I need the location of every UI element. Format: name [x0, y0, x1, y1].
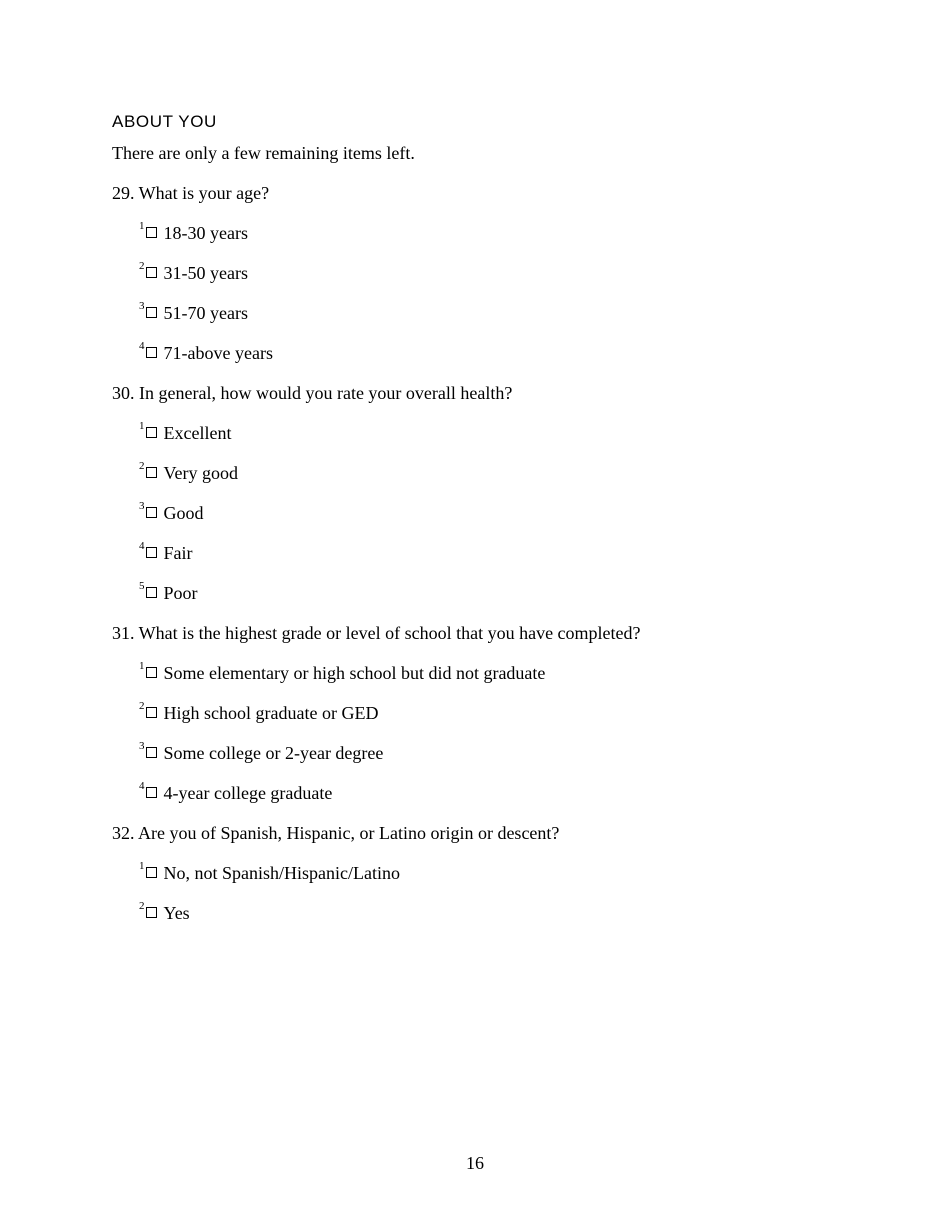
checkbox[interactable]: [146, 347, 157, 358]
checkbox[interactable]: [146, 907, 157, 918]
option-code: 3: [139, 300, 145, 312]
answer-option[interactable]: [112, 222, 872, 262]
option-label: 71-above years: [163, 343, 273, 363]
option-label: No, not Spanish/Hispanic/Latino: [163, 863, 400, 883]
option-label: Poor: [163, 583, 198, 603]
question-list: [112, 182, 872, 942]
section-heading: ABOUT YOU: [112, 112, 217, 131]
answer-option[interactable]: [112, 262, 872, 302]
checkbox[interactable]: [146, 507, 157, 518]
option-code: 4: [139, 780, 145, 792]
page-number: 16: [466, 1153, 484, 1173]
option-label: Some elementary or high school but did not graduate: [163, 663, 546, 683]
option-code: 4: [139, 340, 145, 352]
question-text: 32. Are you of Spanish, Hispanic, or Latino origin or descent?: [112, 823, 560, 843]
option-code: 4: [139, 540, 145, 552]
option-code: 3: [139, 500, 145, 512]
option-label: 31-50 years: [163, 263, 248, 283]
answer-option[interactable]: [112, 902, 872, 942]
checkbox[interactable]: [146, 267, 157, 278]
option-label: 18-30 years: [163, 223, 248, 243]
answer-option[interactable]: [112, 462, 872, 502]
checkbox[interactable]: [146, 787, 157, 798]
option-label: Yes: [163, 903, 190, 923]
checkbox[interactable]: [146, 587, 157, 598]
option-code: 2: [139, 460, 145, 472]
answer-option[interactable]: [112, 662, 872, 702]
question-4: [112, 822, 872, 942]
option-label: Good: [163, 503, 204, 523]
question-text: 30. In general, how would you rate your overall health?: [112, 383, 513, 403]
answer-option[interactable]: [112, 302, 872, 342]
checkbox[interactable]: [146, 307, 157, 318]
option-code: 3: [139, 740, 145, 752]
intro-text: There are only a few remaining items left.: [112, 143, 415, 163]
option-code: 2: [139, 900, 145, 912]
answer-option[interactable]: [112, 542, 872, 582]
question-text: 31. What is the highest grade or level of school that you have completed?: [112, 623, 641, 643]
question-2: [112, 382, 872, 622]
option-label: Fair: [163, 543, 193, 563]
option-code: 2: [139, 700, 145, 712]
checkbox[interactable]: [146, 867, 157, 878]
option-label: Very good: [163, 463, 238, 483]
checkbox[interactable]: [146, 707, 157, 718]
option-code: 1: [139, 220, 145, 232]
answer-option[interactable]: [112, 342, 872, 382]
option-code: 1: [139, 660, 145, 672]
question-3: [112, 622, 872, 822]
option-code: 1: [139, 860, 145, 872]
answer-option[interactable]: [112, 422, 872, 462]
answer-option[interactable]: [112, 702, 872, 742]
answer-option[interactable]: [112, 582, 872, 622]
checkbox[interactable]: [146, 467, 157, 478]
option-label: 4-year college graduate: [163, 783, 333, 803]
answer-option[interactable]: [112, 782, 872, 822]
checkbox[interactable]: [146, 747, 157, 758]
checkbox[interactable]: [146, 427, 157, 438]
question-text: 29. What is your age?: [112, 183, 270, 203]
checkbox[interactable]: [146, 667, 157, 678]
checkbox[interactable]: [146, 547, 157, 558]
option-label: Excellent: [163, 423, 232, 443]
answer-option[interactable]: [112, 862, 872, 902]
checkbox[interactable]: [146, 227, 157, 238]
option-label: High school graduate or GED: [163, 703, 379, 723]
option-code: 2: [139, 260, 145, 272]
answer-option[interactable]: [112, 742, 872, 782]
option-label: 51-70 years: [163, 303, 248, 323]
option-code: 5: [139, 580, 145, 592]
question-1: [112, 182, 872, 382]
option-label: Some college or 2-year degree: [163, 743, 384, 763]
option-code: 1: [139, 420, 145, 432]
answer-option[interactable]: [112, 502, 872, 542]
